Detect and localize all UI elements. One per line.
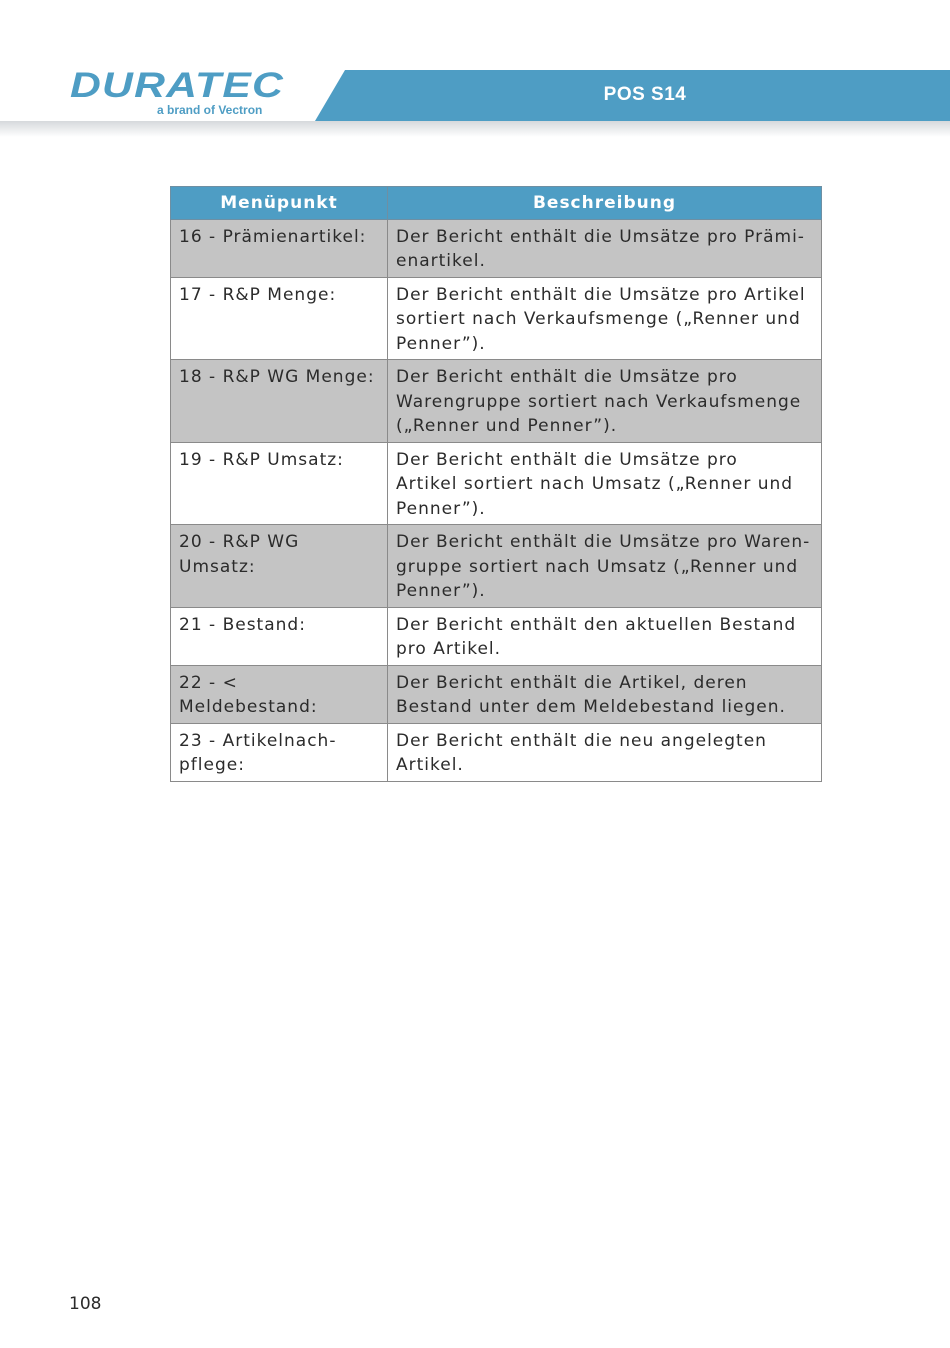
menu-item-cell: 17 - R&P Menge: [171, 277, 388, 360]
menu-item-cell: 22 - < Meldebestand: [171, 665, 388, 723]
menu-item-cell: 21 - Bestand: [171, 607, 388, 665]
header-shadow [0, 121, 950, 137]
page-number: 108 [69, 1294, 102, 1314]
menu-description-table [170, 186, 822, 782]
menu-item-cell: 20 - R&P WG Umsatz: [171, 525, 388, 608]
duratec-logo: DURATEC [70, 66, 285, 105]
table-row [171, 607, 822, 665]
description-cell: Der Bericht enthält den aktuellen Bestand pro Artikel. [388, 607, 822, 665]
menu-item-cell: 23 - Artikelnach- pflege: [171, 723, 388, 781]
table-row [171, 665, 822, 723]
description-cell: Der Bericht enthält die neu angelegten Artikel. [388, 723, 822, 781]
table-header-row [171, 187, 822, 220]
table-row [171, 442, 822, 525]
description-cell: Der Bericht enthält die Artikel, deren Bestand unter dem Meldebestand liegen. [388, 665, 822, 723]
table-body [171, 219, 822, 781]
description-cell: Der Bericht enthält die Umsätze pro Artikel sortiert nach Umsatz („Renner und Penner”). [388, 442, 822, 525]
logo-tagline: a brand of Vectron [157, 103, 263, 117]
description-cell: Der Bericht enthält die Umsätze pro Warengruppe sortiert nach Verkaufsmenge („Renner und Penner”). [388, 360, 822, 443]
table-row [171, 219, 822, 277]
menu-item-cell: 18 - R&P WG Menge: [171, 360, 388, 443]
description-cell: Der Bericht enthält die Umsätze pro Artikel sortiert nach Verkaufsmenge („Renner und Penner”). [388, 277, 822, 360]
table-row [171, 360, 822, 443]
header-title: POS S14 [603, 84, 687, 105]
table-row [171, 525, 822, 608]
description-cell: Der Bericht enthält die Umsätze pro Prämi- enartikel. [388, 219, 822, 277]
column-header-menupunkt: Menüpunkt [171, 187, 388, 220]
description-cell: Der Bericht enthält die Umsätze pro Waren- gruppe sortiert nach Umsatz („Renner und Penner”). [388, 525, 822, 608]
table-row [171, 723, 822, 781]
table-row [171, 277, 822, 360]
page-header [0, 0, 950, 140]
menu-item-cell: 19 - R&P Umsatz: [171, 442, 388, 525]
column-header-beschreibung: Beschreibung [388, 187, 822, 220]
menu-item-cell: 16 - Prämienartikel: [171, 219, 388, 277]
